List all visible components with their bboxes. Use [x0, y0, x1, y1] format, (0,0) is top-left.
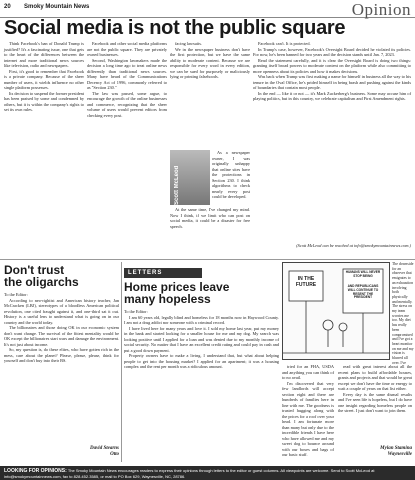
letter1-title	[4, 264, 119, 288]
paragraph: So, my question is, do these elites, who have gotten rich in the mess, care about the planet? Please, please, please, think for yourself and don't buy into their BS.	[4, 347, 119, 363]
paragraph: First, it's good to remember that Facebook is a private company. Because of the sheer number of users, it wields influence no other single platform possesses.	[4, 68, 84, 90]
cartoon-sign-right-bottom: AND REPUBLICANS WILL CONTINUE TO RESENT THE PRESIDENT	[347, 284, 379, 300]
cartoon-sign-right-top: HUMANS WILL NEVER STOP BEING	[345, 270, 381, 278]
paragraph: Its decision to suspend the former president has been praised by some and condemned by others, but it is within the company's rights to set its own rules.	[4, 90, 84, 112]
signature-name: Mylan Stamina	[380, 446, 412, 451]
signature-town: Otto	[110, 452, 119, 457]
letter2-body-col2	[282, 364, 334, 457]
column-divider	[121, 262, 122, 462]
letter2-signature	[338, 446, 412, 458]
page-number: 20	[4, 4, 11, 10]
paragraph: The law was passed, some argue, to encourage the growth of the online businesses and commerce, recognizing that the sheer volume of users would prevent editors from checking every post.	[87, 90, 167, 118]
paragraph: I'm discovered that very few landlords will accept section eight and there are hundreds of families here in line with me. The goodness is trusted hugging along with the prices for a roof over your head. I am fortunate more than many but only due to the incredible friends I have here who have allowed me and my sweet dog to bounce around with our boxes and bags of our basic stuff.	[282, 380, 334, 457]
letter2-body-col3	[338, 364, 412, 434]
letter2-body	[124, 309, 279, 464]
paragraph: We in the newspaper business don't have the first protection, but we have the same ability to moderate content. Because we are responsible for every word in every edition, we can be sued for purposely or maliciously lying or printing falsehoods.	[170, 46, 250, 79]
editorial-column-4	[253, 41, 411, 241]
paragraph: Read the statement carefully, and it is clear the Oversight Board is doing two things: granting itself broad powers to moderate content on the platform while also committing to more openness about its policies and how it makes decisions.	[253, 57, 411, 74]
editorial-column-1	[4, 41, 84, 256]
paragraph: The billionaires and those doing OK in our economic system don't want change. The survival of the fittest mentality would be OK except the billionaires start wars and damage the environment. It's not just about income.	[4, 325, 119, 347]
paragraph: Was back when Trump was first making a name for himself in business all the way to his tenure in the Oval Office, he's prided himself in being brash and pushing against the kinds of boundaries that contain most people.	[253, 74, 412, 90]
paragraph: In Trump's case, however, Facebook's Oversight Board decided he violated its policies. For now, he's been banned for two years and the decision stands until Jan. 7, 2023.	[253, 46, 411, 57]
signature-town: Waynesville	[387, 452, 412, 457]
footer-label: LOOKING FOR OPINIONS:	[4, 468, 67, 474]
letter-greeting: To the Editor:	[124, 309, 148, 314]
cartoon-sign-left: IN THE FUTURE	[295, 276, 317, 288]
paragraph: Facebook can't. It is protected.	[258, 41, 311, 46]
page-header	[0, 0, 415, 18]
paragraph: As a newspaper owner, I was originally unhappy that online sites have the protections in Section 230. I think algorithms to check nearly every post could be developed.	[212, 150, 250, 199]
paragraph: In the end — like it or not — it's Mark Zuckerberg's business. Some may accuse him of playing politics, but in this country, we celebrate capitalism and First Amendment rights.	[253, 90, 411, 101]
paragraph: read with great interest about all the recent plans to build affordable houses, grants and projects and that would be great except we don't have the time or energy to wait a couple of years on that list either.	[338, 364, 412, 391]
letter1-title-line: the oligarchs	[4, 275, 79, 289]
publication-name: Smoky Mountain News	[24, 4, 90, 10]
paragraph: Facebook and other social media platforms are not the public square. They are privately owned businesses.	[87, 41, 167, 57]
editorial-column-3b	[170, 207, 250, 256]
letter2-title	[124, 281, 279, 305]
paragraph: I am 60 years old, legally blind and homeless for 18 months now in Haywood County. I am not a drug addict nor someone with a criminal record.	[124, 314, 279, 325]
paragraph: tried for an FHA, USDA and anything you can think of to no avail.	[282, 364, 334, 380]
letter1-body	[4, 292, 119, 442]
editorial-cartoon	[282, 262, 390, 360]
editorial-column-2	[87, 41, 167, 256]
paragraph: Think Facebook's ban of Donald Trump is justified? It's a fascinating issue, one that gets to the heart of the differences between the internet and more traditional news sources like television, radio and newspapers.	[4, 41, 84, 68]
paragraph: Every day is the same dismal results and I've seen life is hopeless, but I do have one insight regarding homeless people on the street. I just don't want to join them.	[338, 391, 412, 413]
editorial-column-3a	[170, 41, 250, 147]
opinion-footer	[0, 466, 415, 480]
signature-name: David Stearns	[89, 446, 119, 451]
letter2-title-line: many hopeless	[124, 292, 211, 306]
paragraph: Property owners have to make a living, I understand that, but what about helping people to get into the housing market? I applied for an apartment; it was a housing complex and the rent per month was a ridiculous amount.	[124, 353, 279, 369]
paragraph: Second, Washington lawmakers made the decision a long time ago to treat online news differently than traditional news sources. Many have heard of the Communications Decency Act of 1996, commonly referred to as "Section 230."	[87, 57, 167, 90]
sidebar-continuation: The downside for an observer that emigrates to an exhaustion involving both physically and mentally. The stress on my team worries me too. My diet has really been compromised and I've got a heart monitor on me and my vision is blurred all over. I've	[392, 262, 414, 365]
author-photo-caption: Scott McLeod	[174, 165, 180, 205]
letters-section-tag: LETTERS	[124, 268, 202, 278]
letter-greeting: To the Editor:	[4, 292, 28, 297]
editorial-headline: Social media is not the public square	[4, 17, 346, 39]
section-divider	[0, 259, 415, 260]
paragraph: According to neo-rightist and American history teacher, Jan McCracken (LBJ), stereotypes of a bloodless American political revolution, one cited fraught against it, and one-third sat it out. History is a useful lens to understand what is going on in our country and the world today.	[4, 297, 119, 325]
letter1-title-line: Don't trust	[4, 263, 65, 277]
editorial-column-3-wrap	[212, 150, 250, 205]
section-title: Opinion	[351, 0, 411, 19]
paragraph: At the same time, I've changed my mind. Now I think, if we limit who can post on social media, it could be a disaster for free speech.	[170, 207, 250, 229]
paragraph: facing lawsuits.	[175, 41, 202, 46]
footer-text: The Smoky Mountain News encourages readers to express their opinions through letters to the editor or guest columns. All viewpoints are welcome. Send to Scott McLeod at info@smokymountainnews.com, fax to 828.452.3585, or mail to PO Box 629, Waynesville, NC, 28786.	[4, 468, 375, 479]
letter1-signature	[4, 446, 119, 458]
letter2-title-line: Home prices leave	[124, 280, 230, 294]
paragraph: I have lived here for many years and love it. I sold my home last year, put my money in the bank and started looking for a smaller house for me and my dog. My search was looking positive until I applied for a loan and was denied due to my monthly income of social security. No matter that I have an excellent credit rating and could pay in cash and put a good down payment.	[124, 325, 279, 353]
editorial-signature: (Scott McLeod can be reached at info@smokymountainnews.com.)	[296, 243, 411, 248]
